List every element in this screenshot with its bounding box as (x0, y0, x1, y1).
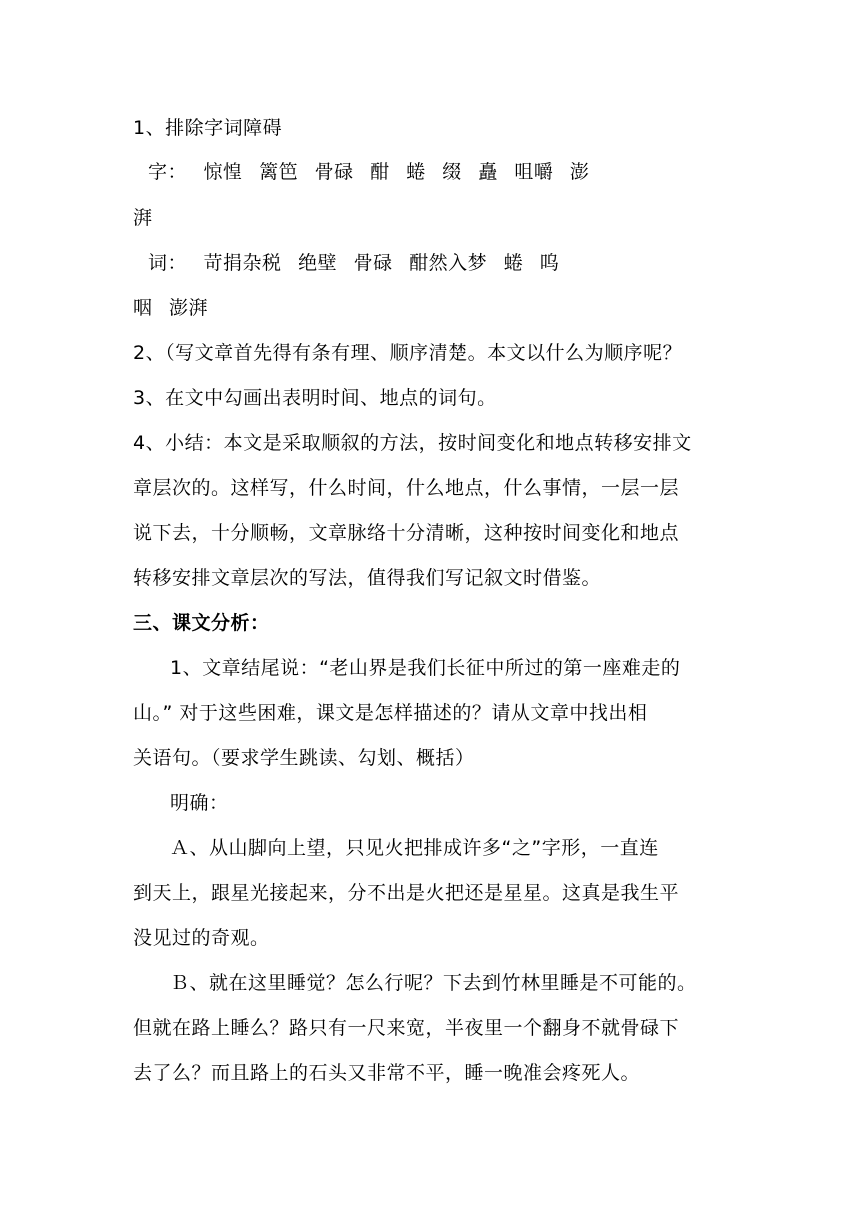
section-2-text: 2、（写文章首先得有条有理、顺序清楚。本文以什么为顺序呢？ (133, 342, 683, 364)
answer-b-line-1: Ｂ、就在这里睡觉？怎么行呢？下去到竹林里睡是不可能的。 (170, 972, 697, 994)
summary-line-4: 转移安排文章层次的写法，值得我们写记叙文时借鉴。 (133, 567, 602, 589)
ci-list-line-2: 咽 澎湃 (133, 297, 209, 319)
summary-line-2: 章层次的。这样写，什么时间，什么地点，什么事情，一层一层 (133, 477, 680, 499)
answer-b-line-3: 去了么？而且路上的石头又非常不平，睡一晚准会疼死人。 (133, 1062, 641, 1084)
section-1-title: 1、排除字词障碍 (133, 117, 283, 139)
ci-list-line-1: 词： 苛捐杂税 绝壁 骨碌 酣然入梦 蜷 呜 (148, 252, 560, 274)
zi-list-line-1: 字： 惊惶 篱笆 骨碌 酣 蜷 缀 矗 咀嚼 澎 (148, 161, 590, 183)
zi-list-line-2: 湃 (133, 207, 153, 229)
question-1-line-3: 关语句。（要求学生跳读、勾划、概括） (133, 747, 475, 769)
answer-label: 明确： (170, 792, 229, 814)
answer-b-line-2: 但就在路上睡么？路只有一尺来宽，半夜里一个翻身不就骨碌下 (133, 1017, 680, 1039)
summary-line-3: 说下去，十分顺畅，文章脉络十分清晰，这种按时间变化和地点 (133, 522, 680, 544)
answer-a-line-3: 没见过的奇观。 (133, 927, 270, 949)
question-1-line-1: 1、文章结尾说：“老山界是我们长征中所过的第一座难走的 (170, 657, 681, 679)
answer-a-line-1: Ａ、从山脚向上望，只见火把排成许多“之”字形，一直连 (170, 837, 659, 859)
section-3-text: 3、在文中勾画出表明时间、地点的词句。 (133, 387, 497, 409)
answer-a-line-2: 到天上，跟星光接起来，分不出是火把还是星星。这真是我生平 (133, 882, 680, 904)
question-1-line-2: 山。” 对于这些困难，课文是怎样描述的？请从文章中找出相 (133, 702, 648, 724)
summary-line-1: 4、小结：本文是采取顺叙的方法，按时间变化和地点转移安排文 (133, 432, 692, 454)
section-heading-analysis: 三、课文分析： (133, 612, 270, 634)
